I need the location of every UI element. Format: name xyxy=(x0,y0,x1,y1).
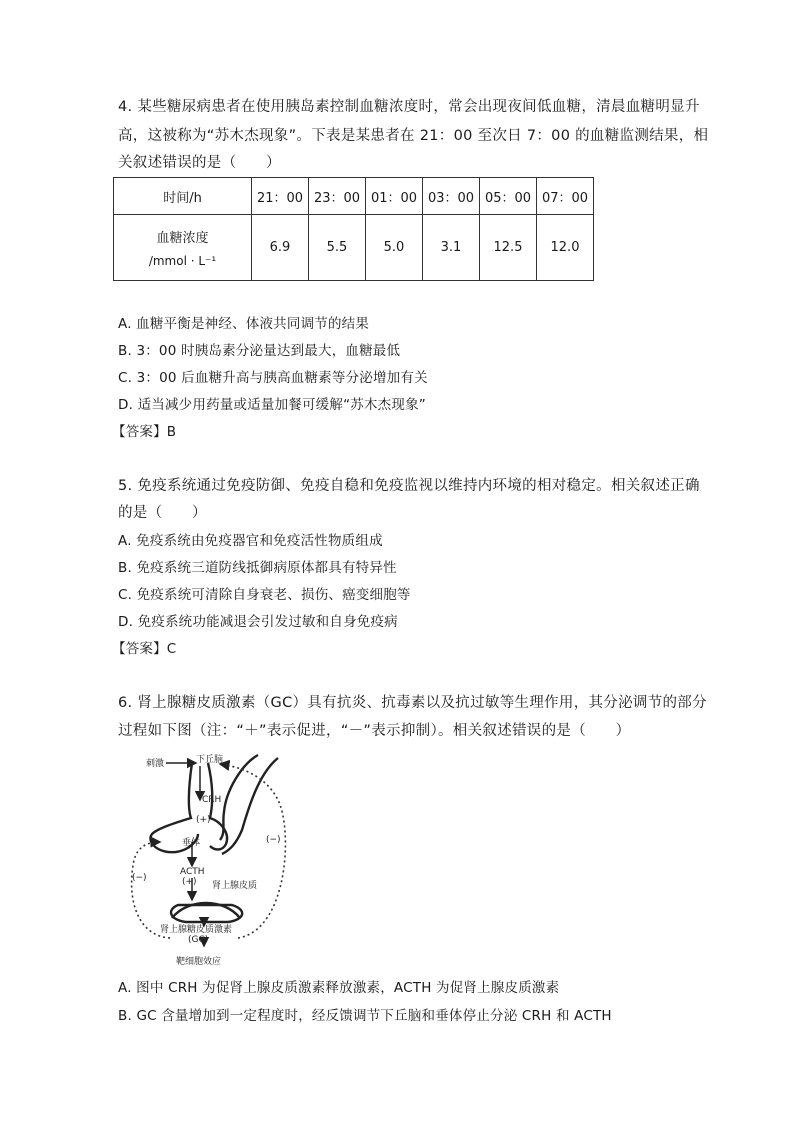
stimulus-label: 刺激 xyxy=(146,759,165,769)
q4-option-d: D. 适当减少用药量或适量加餐可缓解“苏木杰现象” xyxy=(118,397,426,413)
table-row xyxy=(114,215,594,281)
gc-abbrev: (GC) xyxy=(188,935,209,945)
table-cell: 12.0 xyxy=(537,215,594,281)
q5-option-b: B. 免疫系统三道防线抵御病原体都具有特异性 xyxy=(118,560,397,576)
table-cell: 3.1 xyxy=(423,215,480,281)
q4-stem-line-2: 高，这被称为“苏木杰现象”。下表是某患者在 21：00 至次日 7：00 的血糖监测结果，相 xyxy=(118,128,709,144)
q4-stem-line-3: 关叙述错误的是（ ） xyxy=(118,155,281,171)
q6-option-a: A. 图中 CRH 为促肾上腺皮质激素释放激素，ACTH 为促肾上腺皮质激素 xyxy=(118,980,560,996)
minus-sign: (−) xyxy=(266,835,281,845)
table-cell: 6.9 xyxy=(252,215,309,281)
glucose-label: 血糖浓度 xyxy=(156,231,209,246)
table-header-glucose xyxy=(114,215,252,281)
plus-sign: (+) xyxy=(196,815,211,825)
table-cell: 03：00 xyxy=(423,178,480,215)
hpa-axis-diagram xyxy=(118,750,298,970)
minus-sign: (−) xyxy=(132,873,147,883)
q6-stem-line-2: 过程如下图（注：“＋”表示促进，“－”表示抑制）。相关叙述错误的是（ ） xyxy=(118,723,631,739)
acth-label: ACTH xyxy=(180,867,205,877)
adrenal-cortex-label: 肾上腺皮质 xyxy=(212,881,258,891)
pituitary-label: 垂体 xyxy=(182,838,201,848)
table-cell: 05：00 xyxy=(480,178,537,215)
q4-stem-line-1: 4. 某些糖尿病患者在使用胰岛素控制血糖浓度时，常会出现夜间低血糖，清晨血糖明显升 xyxy=(118,99,700,115)
q6-stem-line-1: 6. 肾上腺糖皮质激素（GC）具有抗炎、抗毒素以及抗过敏等生理作用，其分泌调节的部分 xyxy=(118,695,707,711)
q6-option-b: B. GC 含量增加到一定程度时，经反馈调节下丘脑和垂体停止分泌 CRH 和 ACTH xyxy=(118,1008,612,1024)
q5-option-a: A. 免疫系统由免疫器官和免疫活性物质组成 xyxy=(118,533,383,549)
plus-sign: (+) xyxy=(182,877,197,887)
table-cell: 01：00 xyxy=(366,178,423,215)
hypothalamus-label: 下丘脑 xyxy=(196,755,224,765)
glucose-table xyxy=(113,177,594,281)
q5-stem-line-2: 的是（ ） xyxy=(118,505,207,521)
arrows xyxy=(166,763,204,946)
table-header-time: 时间/h xyxy=(114,178,252,215)
table-cell: 5.5 xyxy=(309,215,366,281)
q5-option-d: D. 免疫系统功能减退会引发过敏和自身免疫病 xyxy=(118,614,398,630)
table-cell: 12.5 xyxy=(480,215,537,281)
q5-answer: 【答案】C xyxy=(112,641,177,657)
table-cell: 23：00 xyxy=(309,178,366,215)
target-cell-label: 靶细胞效应 xyxy=(176,957,222,967)
brain-outline xyxy=(150,755,278,922)
q4-option-c: C. 3：00 后血糖升高与胰高血糖素等分泌增加有关 xyxy=(118,370,428,386)
feedback-paths xyxy=(132,764,286,938)
table-cell: 07：00 xyxy=(537,178,594,215)
table-cell: 5.0 xyxy=(366,215,423,281)
gc-label: 肾上腺糖皮质激素 xyxy=(160,925,233,935)
q4-option-a: A. 血糖平衡是神经、体液共同调节的结果 xyxy=(118,316,370,332)
crh-label: CRH xyxy=(202,795,222,805)
q5-stem-line-1: 5. 免疫系统通过免疫防御、免疫自稳和免疫监视以维持内环境的相对稳定。相关叙述正确 xyxy=(118,478,700,494)
table-cell: 21：00 xyxy=(252,178,309,215)
glucose-unit: /mmol · L⁻¹ xyxy=(148,254,217,268)
q5-option-c: C. 免疫系统可清除自身衰老、损伤、癌变细胞等 xyxy=(118,587,411,603)
q4-answer: 【答案】B xyxy=(112,424,177,440)
q4-option-b: B. 3：00 时胰岛素分泌量达到最大，血糖最低 xyxy=(118,343,401,359)
table-row xyxy=(114,178,594,215)
